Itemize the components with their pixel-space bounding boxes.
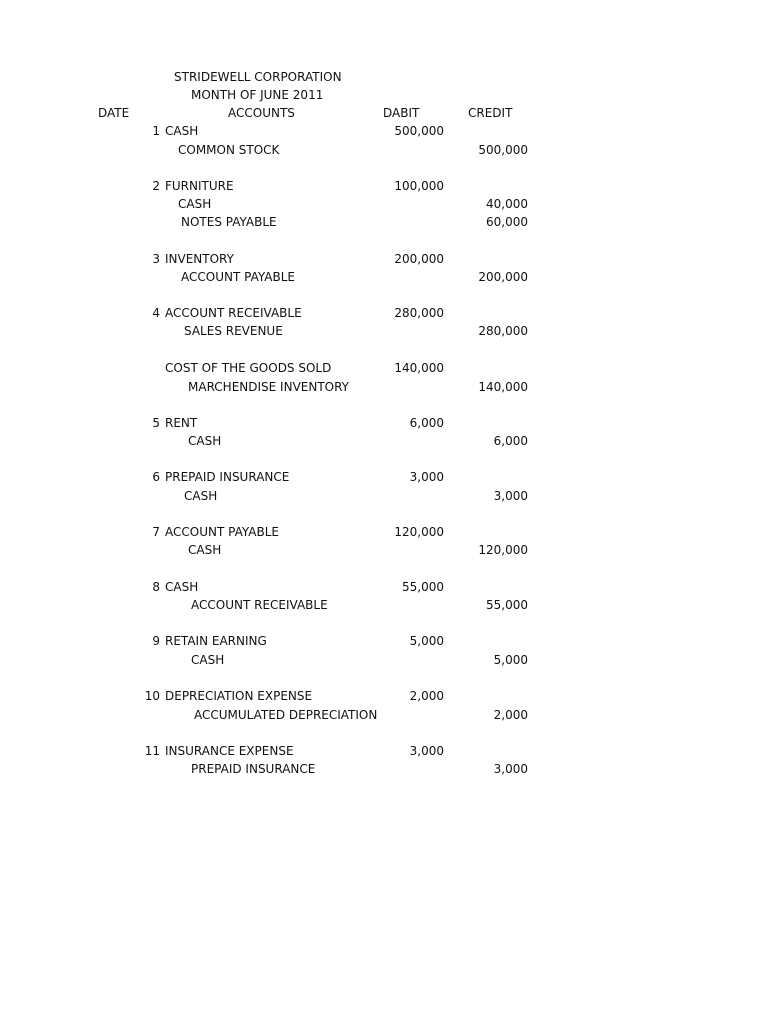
- entry-debit: 2,000: [409, 689, 444, 703]
- entry-credit: 40,000: [486, 197, 528, 211]
- entry-account: FURNITURE: [165, 179, 234, 193]
- entry-account: RETAIN EARNING: [165, 634, 267, 648]
- entry-debit: 500,000: [394, 124, 444, 138]
- entry-debit: 100,000: [394, 179, 444, 193]
- entry-account: COST OF THE GOODS SOLD: [165, 361, 332, 375]
- entry-credit: 55,000: [486, 598, 528, 612]
- entry-account: ACCOUNT RECEIVABLE: [191, 598, 328, 612]
- entry-account: INVENTORY: [165, 252, 234, 266]
- entry-account: MARCHENDISE INVENTORY: [188, 380, 350, 394]
- entry-date: 6: [152, 470, 160, 484]
- entry-debit: 3,000: [409, 744, 444, 758]
- entry-date: 10: [144, 689, 160, 703]
- entry-account: CASH: [165, 124, 199, 138]
- entry-credit: 6,000: [493, 434, 528, 448]
- entry-account: CASH: [191, 653, 225, 667]
- entry-debit: 6,000: [409, 416, 444, 430]
- entry-account: ACCOUNT RECEIVABLE: [165, 306, 302, 320]
- entry-account: CASH: [165, 580, 199, 594]
- entry-date: 7: [152, 525, 160, 539]
- entry-account: NOTES PAYABLE: [181, 215, 277, 229]
- column-header-accounts: ACCOUNTS: [228, 106, 295, 120]
- entry-account: COMMON STOCK: [178, 143, 280, 157]
- entry-account: CASH: [184, 489, 218, 503]
- entry-account: CASH: [188, 543, 222, 557]
- entry-credit: 200,000: [478, 270, 528, 284]
- entry-date: 4: [152, 306, 160, 320]
- entry-debit: 120,000: [394, 525, 444, 539]
- entry-account: ACCOUNT PAYABLE: [181, 270, 295, 284]
- entry-credit: 140,000: [478, 380, 528, 394]
- entry-credit: 2,000: [493, 708, 528, 722]
- entry-account: PREPAID INSURANCE: [191, 762, 316, 776]
- entry-debit: 55,000: [402, 580, 444, 594]
- company-name: STRIDEWELL CORPORATION: [174, 70, 342, 84]
- entry-account: INSURANCE EXPENSE: [165, 744, 294, 758]
- entry-credit: 500,000: [478, 143, 528, 157]
- entry-date: 1: [152, 124, 160, 138]
- entry-date: 8: [152, 580, 160, 594]
- entry-account: SALES REVENUE: [184, 324, 283, 338]
- entry-credit: 280,000: [478, 324, 528, 338]
- entry-credit: 3,000: [493, 762, 528, 776]
- entry-debit: 140,000: [394, 361, 444, 375]
- entry-date: 11: [144, 744, 160, 758]
- entry-date: 3: [152, 252, 160, 266]
- entry-account: DEPRECIATION EXPENSE: [165, 689, 313, 703]
- entry-credit: 120,000: [478, 543, 528, 557]
- entry-debit: 5,000: [409, 634, 444, 648]
- column-header-credit: CREDIT: [468, 106, 513, 120]
- entry-date: 2: [152, 179, 160, 193]
- entry-account: RENT: [165, 416, 198, 430]
- entry-debit: 280,000: [394, 306, 444, 320]
- column-header-date: DATE: [98, 106, 130, 120]
- entry-date: 5: [152, 416, 160, 430]
- period-title: MONTH OF JUNE 2011: [191, 88, 324, 102]
- entry-credit: 3,000: [493, 489, 528, 503]
- entry-account: ACCUMULATED DEPRECIATION: [194, 708, 378, 722]
- entry-debit: 3,000: [409, 470, 444, 484]
- entry-account: CASH: [178, 197, 212, 211]
- entry-account: PREPAID INSURANCE: [165, 470, 290, 484]
- entry-date: 9: [152, 634, 160, 648]
- entry-account: ACCOUNT PAYABLE: [165, 525, 279, 539]
- entry-debit: 200,000: [394, 252, 444, 266]
- entry-account: CASH: [188, 434, 222, 448]
- entry-credit: 5,000: [493, 653, 528, 667]
- column-header-debit: DABIT: [383, 106, 420, 120]
- entry-credit: 60,000: [486, 215, 528, 229]
